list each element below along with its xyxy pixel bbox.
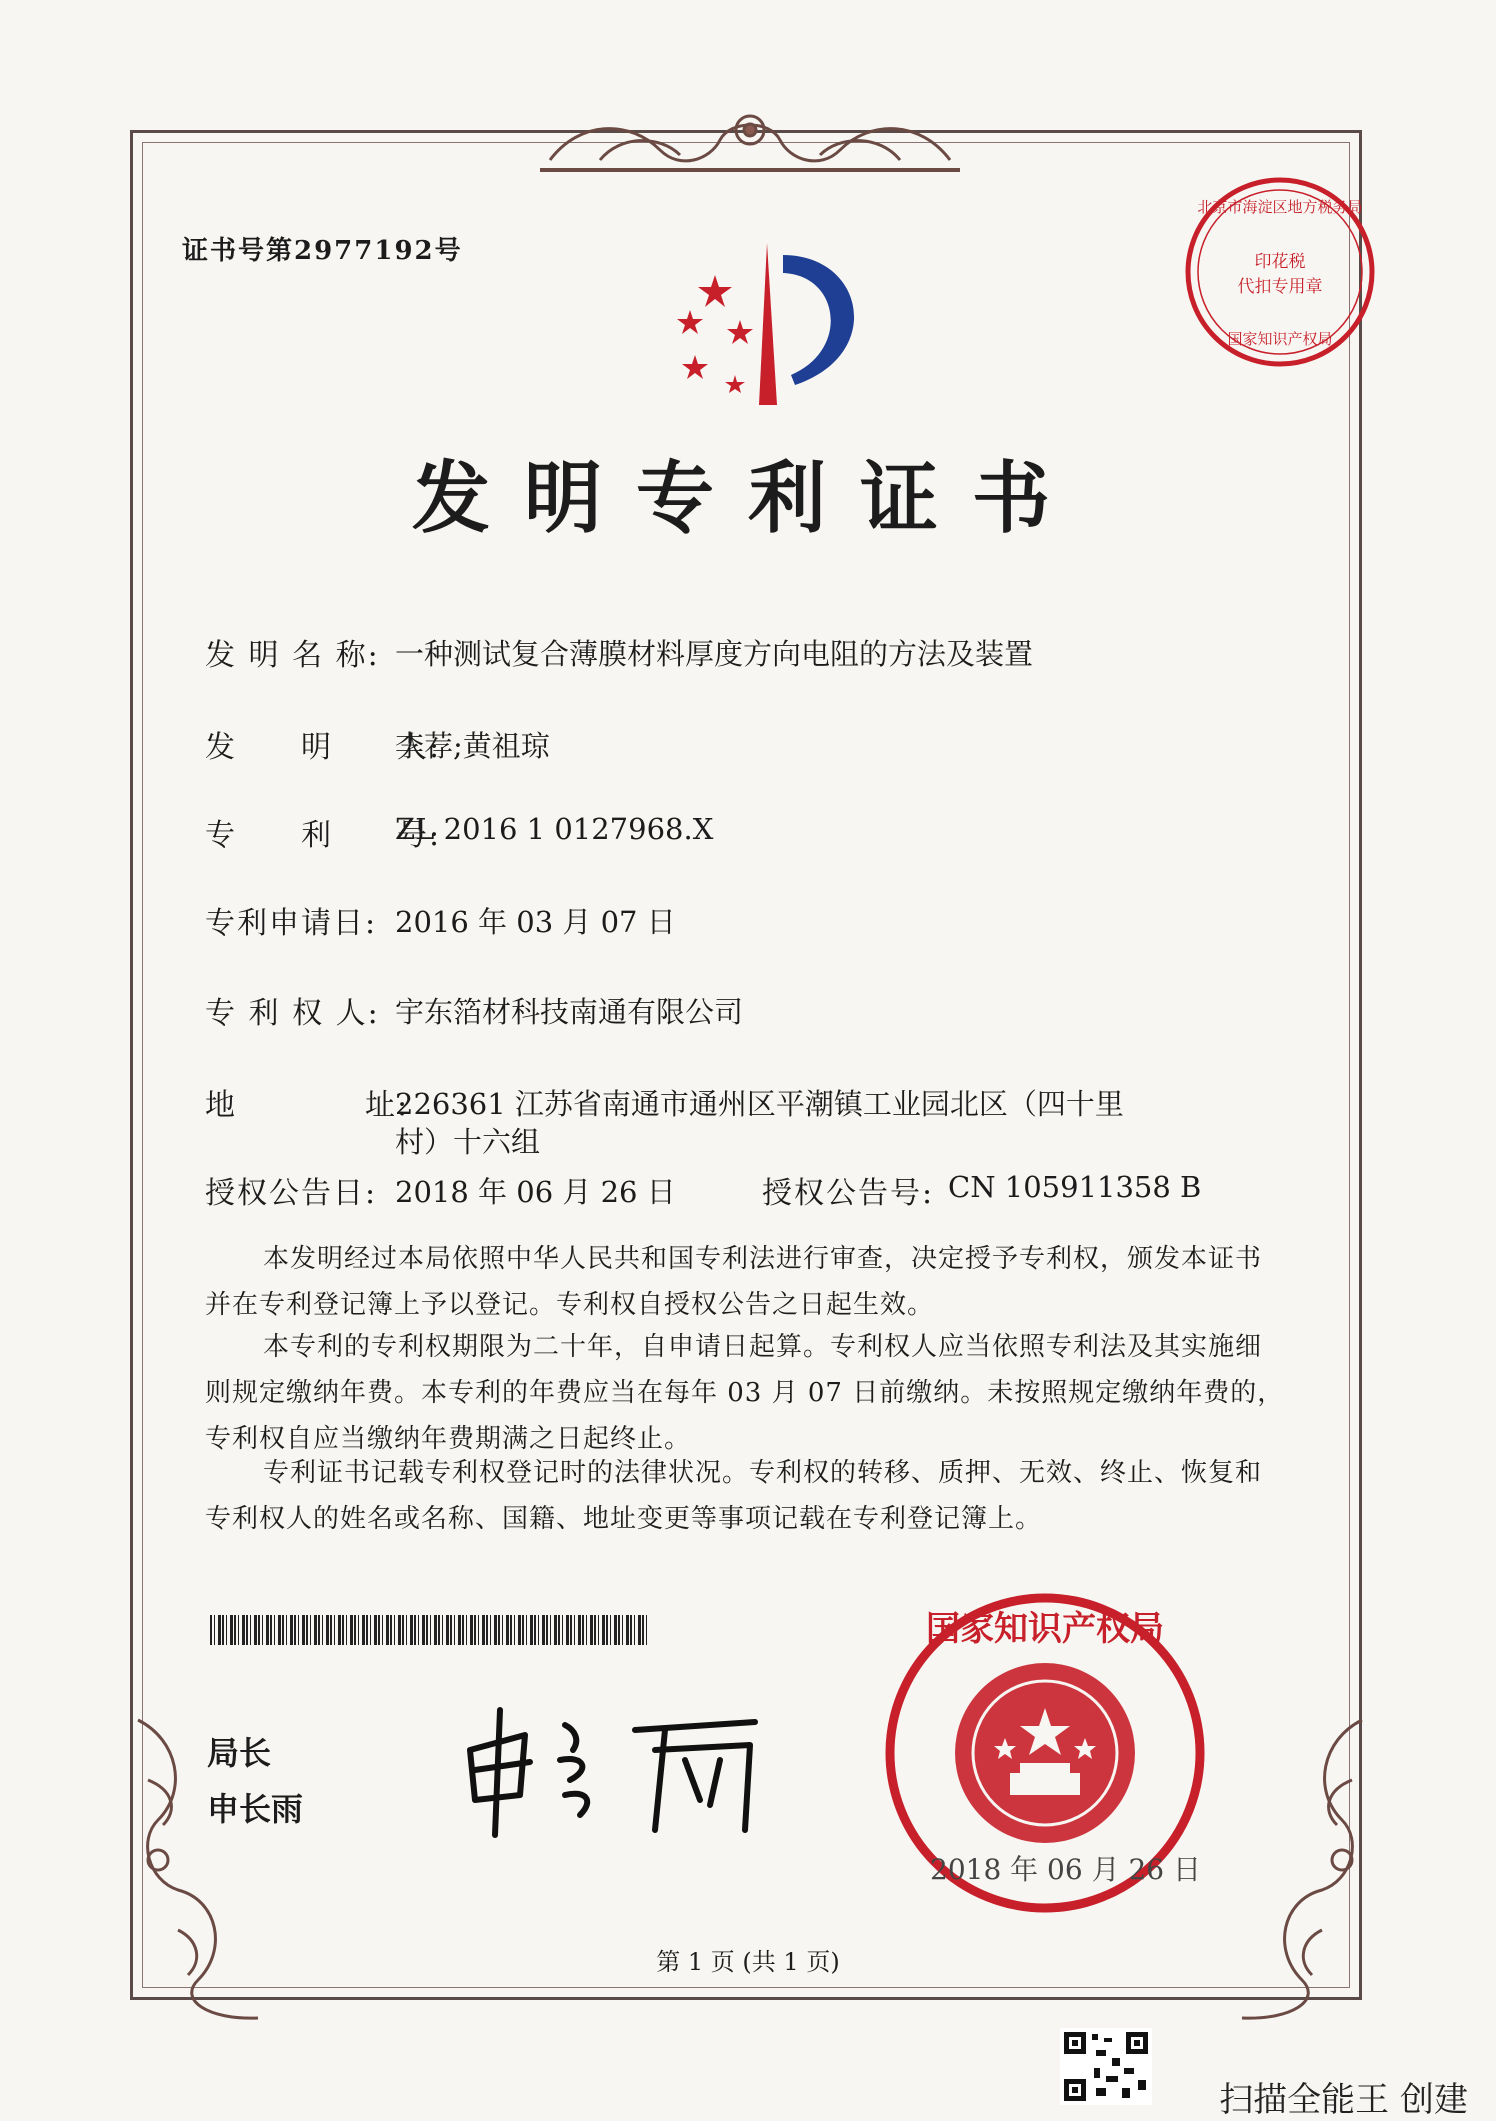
director-name: 申长雨	[207, 1790, 304, 1828]
patentee-label: 专 利 权 人:	[205, 996, 380, 1031]
top-ornament-icon	[540, 100, 960, 180]
tax-seal-inner-line1: 印花税	[1254, 252, 1306, 272]
certificate-title: 发明专利证书	[411, 453, 1084, 544]
tax-seal-icon	[1180, 172, 1380, 372]
certificate-number: 证书号第2977192号	[182, 236, 463, 266]
tax-seal-outer-text: 北京市海淀区地方税务局	[1197, 198, 1363, 216]
invention-name-label: 发 明 名 称:	[205, 638, 380, 673]
body-paragraph-2: 本专利的专利权期限为二十年，自申请日起算。专利权人应当依照专利法及其实施细则规定缴纳年费。本专利的年费应当在每年 03 月 07 日前缴纳。未按照规定缴纳年费的，专利权自应当缴纳年费期满之日起终止。	[205, 1332, 1285, 1454]
address-label: 地 址:	[205, 1088, 410, 1123]
patentee-value: 宇东箔材科技南通有限公司	[395, 995, 744, 1029]
body-paragraph-3: 专利证书记载专利权登记时的法律状况。专利权的转移、质押、无效、终止、恢复和专利权人的姓名或名称、国籍、地址变更等事项记载在专利登记簿上。	[205, 1458, 1263, 1534]
director-signature	[455, 1700, 785, 1840]
bottom-right-ornament-icon	[1222, 1700, 1382, 2030]
tax-seal-bottom-text: 国家知识产权局	[1227, 330, 1333, 348]
invention-name-value: 一种测试复合薄膜材料厚度方向电阻的方法及装置	[395, 637, 1034, 671]
patent-office-logo-icon	[655, 235, 885, 415]
main-seal-text: 国家知识产权局	[926, 1609, 1164, 1649]
grant-date-label: 授权公告日:	[205, 1176, 378, 1211]
scanner-app-footer: 扫描全能王 创建	[1219, 2080, 1468, 2120]
patent-number-value: ZL 2016 1 0127968.X	[395, 812, 714, 846]
grant-number-label: 授权公告号:	[762, 1176, 935, 1211]
grant-number-value: CN 105911358 B	[948, 1170, 1202, 1204]
qr-code-icon	[1060, 2028, 1152, 2105]
page-indicator: 第 1 页 (共 1 页)	[656, 1948, 840, 1976]
certificate-barcode	[210, 1615, 650, 1645]
patent-number-label: 专 利 号:	[205, 818, 442, 853]
director-title: 局长	[207, 1734, 272, 1772]
body-paragraph-1: 本发明经过本局依照中华人民共和国专利法进行审查，决定授予专利权，颁发本证书并在专利登记簿上予以登记。专利权自授权公告之日起生效。	[205, 1244, 1263, 1320]
inventor-label: 发 明 人:	[205, 730, 442, 765]
filing-date-value: 2016 年 03 月 07 日	[395, 905, 676, 939]
address-line-2: 村）十六组	[395, 1125, 541, 1159]
grant-date-value: 2018 年 06 月 26 日	[395, 1175, 676, 1209]
filing-date-label: 专利申请日:	[205, 906, 378, 941]
inventor-value: 李荐;黄祖琼	[395, 729, 550, 763]
tax-seal-inner-line2: 代扣专用章	[1237, 277, 1323, 297]
address-line-1: 226361 江苏省南通市通州区平潮镇工业园北区（四十里	[395, 1087, 1124, 1121]
seal-stamp-date: 2018 年 06 月 26 日	[930, 1853, 1202, 1886]
